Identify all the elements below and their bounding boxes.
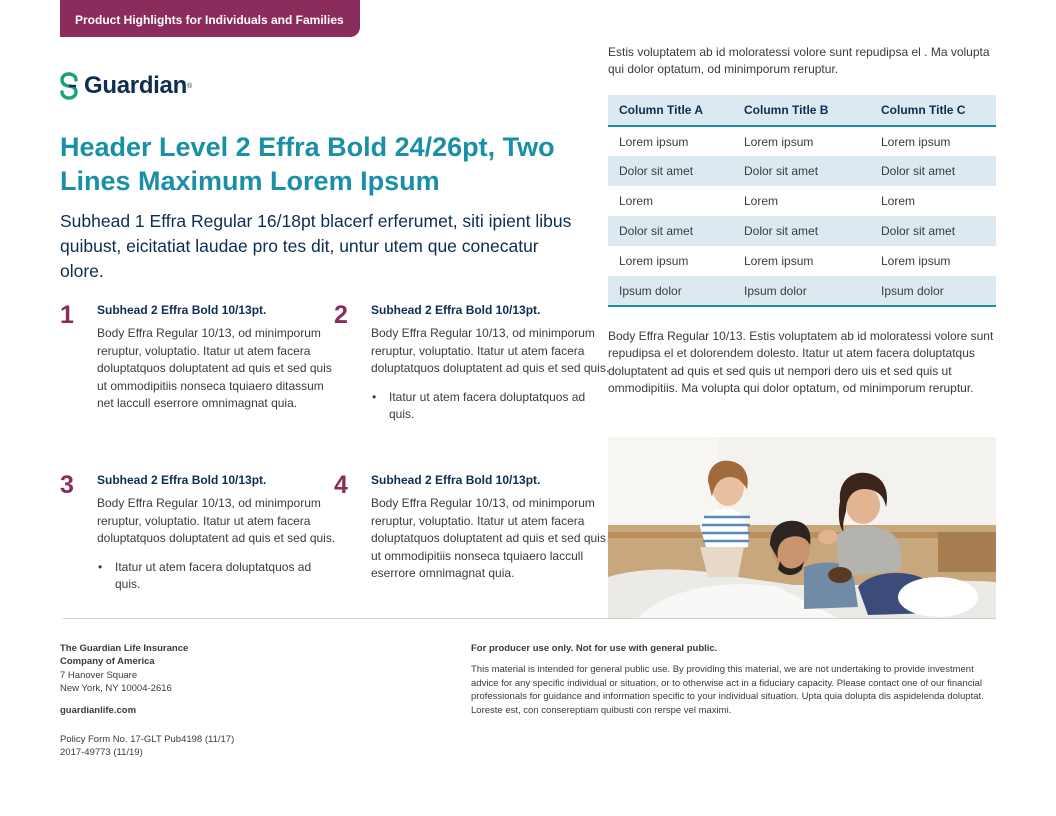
disclaimer-text: This material is intended for general public use. By providing this material, we are not undertaking to provide investment advice for any specific individual or situation, or to otherwise act in a fiduciary capacity. Please contact one of our financial professionals for guidance and information specific to your individual situation. Upta quia dolupta dis aspidelenda doluptat. Loreste est, con consereptiam quibusti con rerspe vel maximi.: [471, 664, 984, 716]
table-cell: Lorem ipsum: [881, 134, 951, 149]
table-cell: Dolor sit amet: [733, 216, 870, 246]
bullet-text: Itatur ut atem facera doluptatquos ad quis.: [389, 389, 586, 422]
item-body: Body Effra Regular 10/13, od minimporum reruptur, voluptatio. Itatur ut atem facera doluptatquos doluptatent ad quis et sed quis.: [371, 326, 610, 376]
company-name-line1: The Guardian Life Insurance: [60, 643, 189, 654]
item-body: Body Effra Regular 10/13, od minimporum reruptur, voluptatio. Itatur ut atem facera doluptatquos doluptatent ad quis et sed quis ut ommodipitiis nonseca tquiaero laccull eserrore omnimagnat quia.: [371, 496, 606, 581]
item-body: Body Effra Regular 10/13, od minimporum reruptur, voluptatio. Itatur ut atem facera doluptatquos doluptatent ad quis et sed quis.: [97, 496, 336, 546]
column-header: Column Title C: [870, 95, 996, 126]
footer-disclaimer-block: [471, 642, 991, 717]
table-cell: Lorem: [881, 194, 916, 208]
logo-wordmark: Guardian: [84, 72, 187, 99]
right-body-text: Body Effra Regular 10/13. Estis voluptatem ab id moloratessi volore sunt repudipsa el et dolorendem dolesto. Itatur ut atem facera doluptatqus doluptatent ad quis et sed quis ut nempori dero uis et sed quis ut ommodipitiis. Ma volupta qui dolor optatum, od minimporum reruptur.: [608, 329, 994, 396]
bullet-item: [371, 389, 611, 424]
table-cell: Lorem ipsum: [619, 254, 689, 268]
address-line2: New York, NY 10004-2616: [60, 683, 172, 695]
item-subhead: Subhead 2 Effra Bold 10/13pt.: [97, 303, 267, 317]
subhead-1: Subhead 1 Effra Regular 16/18pt blacerf erferumet, siti ipient libus quibust, eicitatiat laudae pro tes dit, untur utem que conecatur olore.: [60, 211, 572, 281]
guardian-logo-icon: [60, 72, 78, 100]
data-table: [608, 95, 996, 307]
table-cell: Lorem: [744, 194, 779, 208]
item-subhead: Subhead 2 Effra Bold 10/13pt.: [371, 473, 541, 487]
footer-company-block: [60, 642, 300, 760]
website-link[interactable]: guardianlife.com: [60, 704, 137, 716]
bullet-dot-icon: •: [98, 559, 103, 574]
item-number: 1: [60, 301, 74, 329]
table-header-row: [608, 95, 996, 126]
table-cell: Ipsum dolor: [608, 276, 733, 306]
table-cell: Dolor sit amet: [870, 156, 996, 186]
item-subhead: Subhead 2 Effra Bold 10/13pt.: [371, 303, 541, 317]
table-cell: Lorem ipsum: [881, 254, 951, 268]
table-cell: Lorem ipsum: [619, 134, 689, 149]
table-cell: Dolor sit amet: [608, 156, 733, 186]
table-row: [608, 126, 996, 156]
bullet-text: Itatur ut atem facera doluptatquos ad quis.: [115, 559, 312, 592]
table-cell: Dolor sit amet: [870, 216, 996, 246]
address-line1: 7 Hanover Square: [60, 669, 138, 681]
tab-label: Product Highlights for Individuals and Families: [75, 13, 344, 27]
table-cell: Dolor sit amet: [733, 156, 870, 186]
item-number: 4: [334, 471, 348, 499]
company-name-line2: Company of America: [60, 656, 155, 668]
table-cell: Ipsum dolor: [733, 276, 870, 306]
guardian-logo: [60, 71, 192, 101]
product-highlights-tab: [60, 0, 360, 37]
item-number: 3: [60, 471, 74, 499]
table-cell: Ipsum dolor: [870, 276, 996, 306]
table-cell: Lorem: [619, 194, 654, 208]
bullet-item: [97, 559, 337, 594]
producer-notice: For producer use only. Not for use with general public.: [471, 643, 718, 654]
policy-form-line: Policy Form No. 17-GLT Pub4198 (11/17): [60, 734, 235, 746]
policy-number-line: 2017-49773 (11/19): [60, 747, 143, 759]
item-body: Body Effra Regular 10/13, od minimporum reruptur, voluptatio. Itatur ut atem facera doluptatquos doluptatent ad quis et sed quis ut ommodipitiis nonseca tquiaero ditassum net laccull eserrore omnimagnat quia.: [97, 326, 332, 411]
table-cell: Lorem ipsum: [744, 254, 814, 268]
family-photo: [608, 437, 996, 618]
family-illustration: [608, 437, 996, 618]
item-subhead: Subhead 2 Effra Bold 10/13pt.: [97, 473, 267, 487]
item-number: 2: [334, 301, 348, 329]
column-header: Column Title B: [733, 95, 870, 126]
table-cell: Lorem ipsum: [744, 134, 814, 149]
footer-divider: [63, 618, 996, 619]
bullet-dot-icon: •: [372, 389, 377, 404]
table-row: [608, 186, 996, 216]
right-intro-text: Estis voluptatem ab id moloratessi volore sunt repudipsa el . Ma volupta qui dolor optatum, od minimporum reruptur.: [608, 45, 990, 77]
table-row: [608, 156, 996, 186]
column-header: Column Title A: [608, 95, 733, 126]
page-title: Header Level 2 Effra Bold 24/26pt, Two Lines Maximum Lorem Ipsum: [60, 132, 555, 196]
table-row: [608, 276, 996, 306]
table-row: [608, 216, 996, 246]
table-cell: Dolor sit amet: [608, 216, 733, 246]
registered-mark: ®: [186, 82, 193, 90]
table-row: [608, 246, 996, 276]
